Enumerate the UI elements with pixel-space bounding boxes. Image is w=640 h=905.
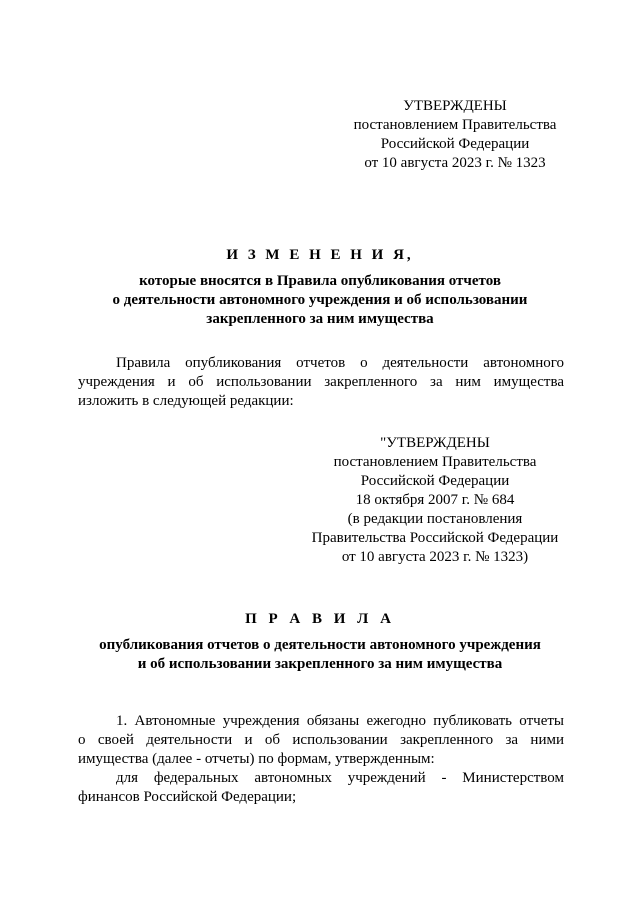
rules-subtitle-line: опубликования отчетов о деятельности автономного учреждения <box>99 637 541 653</box>
intro-line: изложить в следующей редакции: <box>78 393 294 409</box>
approval2-line: постановлением Правительства <box>333 454 537 470</box>
rules-subtitle <box>70 636 570 674</box>
intro-paragraph <box>78 354 564 411</box>
intro-line: Правила опубликования отчетов о деятельности автономного <box>116 355 564 371</box>
approval2-line: Правительства Российской Федерации <box>311 530 559 546</box>
approval-line: Российской Федерации <box>380 136 530 152</box>
item1-line: финансов Российской Федерации; <box>78 789 297 805</box>
approval-line: от 10 августа 2023 г. № 1323 <box>364 155 546 171</box>
item1-line: для федеральных автономных учреждений - Министерством <box>116 770 564 786</box>
approval-stamp-quoted <box>300 434 570 567</box>
item1-line: 1. Автономные учреждения обязаны ежегодно публиковать отчеты <box>116 713 564 729</box>
changes-subtitle-line: которые вносятся в Правила опубликования отчетов <box>139 273 501 289</box>
approval2-heading: "УТВЕРЖДЕНЫ <box>380 435 490 451</box>
approval-line: постановлением Правительства <box>353 117 557 133</box>
changes-subtitle <box>70 272 570 329</box>
approval-heading: УТВЕРЖДЕНЫ <box>403 98 507 114</box>
approval2-line: (в редакции постановления <box>347 511 523 527</box>
item1-paragraph <box>78 712 564 807</box>
item1-line: о своей деятельности и об использовании закрепленного за ними <box>78 732 564 748</box>
approval-stamp <box>340 97 570 173</box>
changes-title: И З М Е Н Е Н И Я, <box>226 247 414 263</box>
approval2-line: от 10 августа 2023 г. № 1323) <box>341 549 529 565</box>
approval2-line: Российской Федерации <box>360 473 510 489</box>
rules-title: П Р А В И Л А <box>245 611 395 627</box>
changes-subtitle-line: о деятельности автономного учреждения и об использовании <box>112 292 528 308</box>
item1-line: имущества (далее - отчеты) по формам, утвержденным: <box>78 751 435 767</box>
approval2-line: 18 октября 2007 г. № 684 <box>355 492 515 508</box>
rules-subtitle-line: и об использовании закрепленного за ним имущества <box>137 656 503 672</box>
changes-subtitle-line: закрепленного за ним имущества <box>206 311 434 327</box>
intro-line: учреждения и об использовании закрепленного за ним имущества <box>78 374 564 390</box>
